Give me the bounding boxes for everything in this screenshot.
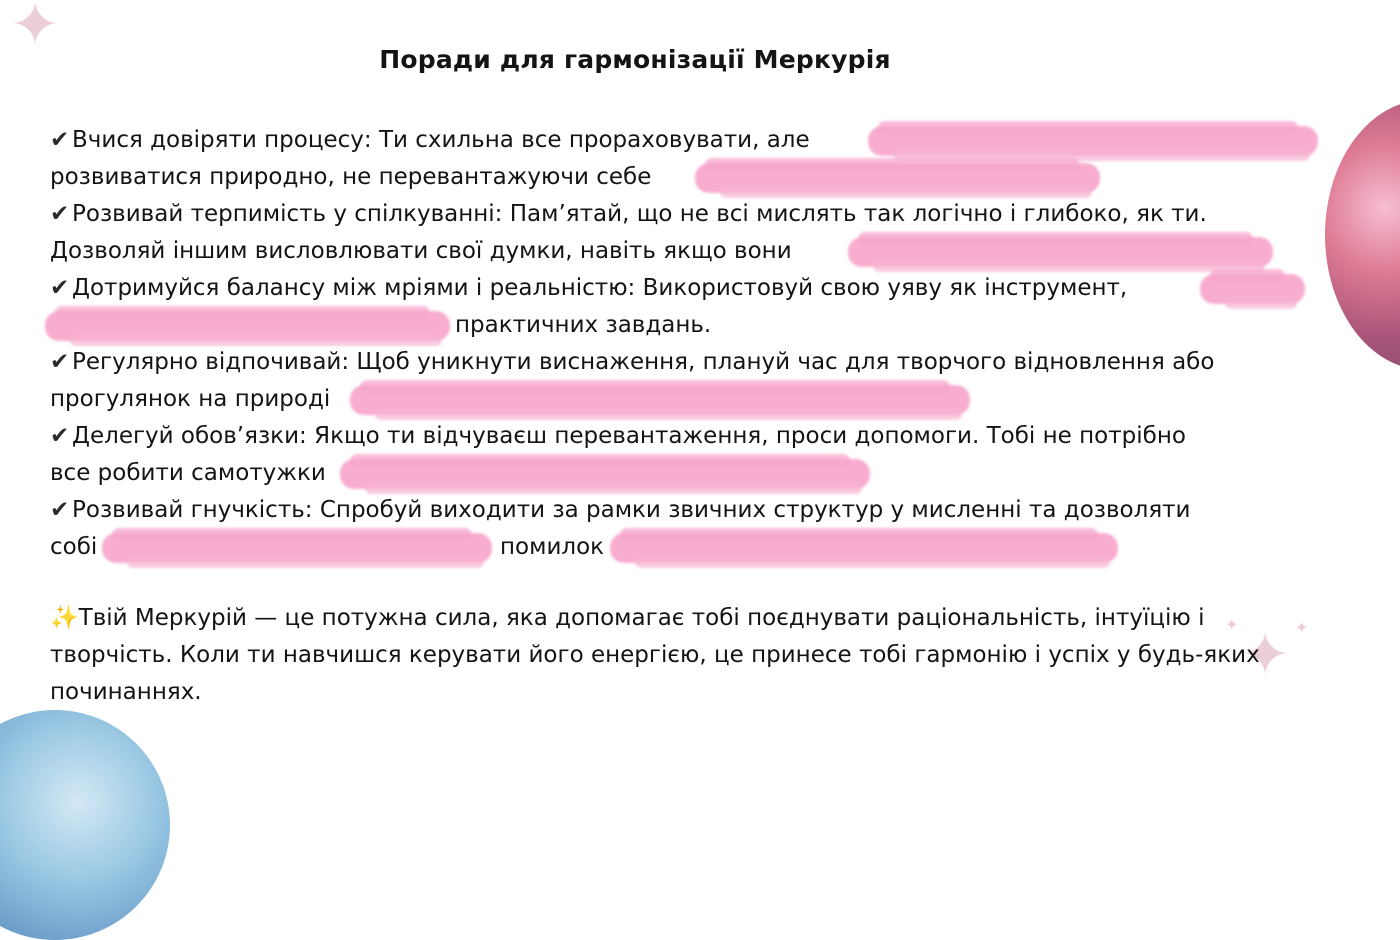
check-icon: ✔ xyxy=(50,497,70,523)
closing-text: Твій Меркурій — це потужна сила, яка допомагає тобі поєднувати раціональність, інтуїцію і xyxy=(78,605,1205,631)
check-icon: ✔ xyxy=(50,275,70,301)
tip-text: Розвивай гнучкість: Спробуй виходити за рамки звичних структур у мисленні та дозволяти xyxy=(72,497,1191,523)
list-item xyxy=(50,307,1350,344)
tip-text: Розвивай терпимість у спілкуванні: Пам’ятай, що не всі мислять так логічно і глибоко, як ти. xyxy=(72,201,1207,227)
list-item xyxy=(50,233,1350,270)
redaction-mark xyxy=(695,163,1100,193)
list-item xyxy=(50,455,1350,492)
list-item xyxy=(50,418,1350,455)
list-item xyxy=(50,122,1350,159)
sparkle-icon: ✦ xyxy=(1240,620,1291,690)
page-title: Поради для гармонізації Меркурія xyxy=(379,45,891,74)
redaction-mark xyxy=(45,311,450,341)
redaction-mark xyxy=(340,459,870,489)
check-icon: ✔ xyxy=(50,349,70,375)
tip-text: Регулярно відпочивай: Щоб уникнути виснаження, плануй час для творчого відновлення або xyxy=(72,349,1215,375)
sparkles-icon: ✨ xyxy=(50,605,79,631)
list-item xyxy=(50,529,1350,566)
tip-text: розвиватися природно, не перевантажуючи себе xyxy=(50,164,652,190)
tip-text: Делегуй обов’язки: Якщо ти відчуваєш перевантаження, проси допомоги. Тобі не потрібно xyxy=(72,423,1186,449)
check-icon: ✔ xyxy=(50,127,70,153)
redaction-mark xyxy=(102,533,492,563)
redaction-mark xyxy=(610,533,1118,563)
tip-text: Вчися довіряти процесу: Ти схильна все прораховувати, але xyxy=(72,127,810,153)
tip-text: Дозволяй іншим висловлювати свої думки, навіть якщо вони xyxy=(50,238,792,264)
list-item xyxy=(50,492,1350,529)
sparkle-icon: ✦ xyxy=(1295,618,1309,637)
list-item xyxy=(50,196,1350,233)
list-item xyxy=(50,159,1350,196)
tip-text: собі xyxy=(50,534,98,560)
sparkle-icon: ✦ xyxy=(1225,615,1239,634)
closing-text: творчість. Коли ти навчишся керувати його енергією, це принесе тобі гармонію і успіх у будь-яких xyxy=(50,642,1260,668)
check-icon: ✔ xyxy=(50,201,70,227)
redaction-mark xyxy=(1200,274,1305,304)
tip-text: помилок xyxy=(500,534,605,560)
tip-text: все робити самотужки xyxy=(50,460,326,486)
sparkle-icon: ✦ xyxy=(10,0,61,60)
redaction-mark xyxy=(350,385,970,415)
tip-text: практичних завдань. xyxy=(455,312,712,338)
planet-left-image xyxy=(0,710,170,940)
check-icon: ✔ xyxy=(50,423,70,449)
list-item xyxy=(50,270,1350,307)
redaction-mark xyxy=(868,126,1318,156)
list-item xyxy=(50,381,1350,418)
tip-text: Дотримуйся балансу між мріями і реальністю: Використовуй свою уяву як інструмент, xyxy=(72,275,1128,301)
closing-text: починаннях. xyxy=(50,679,202,705)
tip-text: прогулянок на природі xyxy=(50,386,331,412)
list-item xyxy=(50,344,1350,381)
redaction-mark xyxy=(848,237,1273,267)
